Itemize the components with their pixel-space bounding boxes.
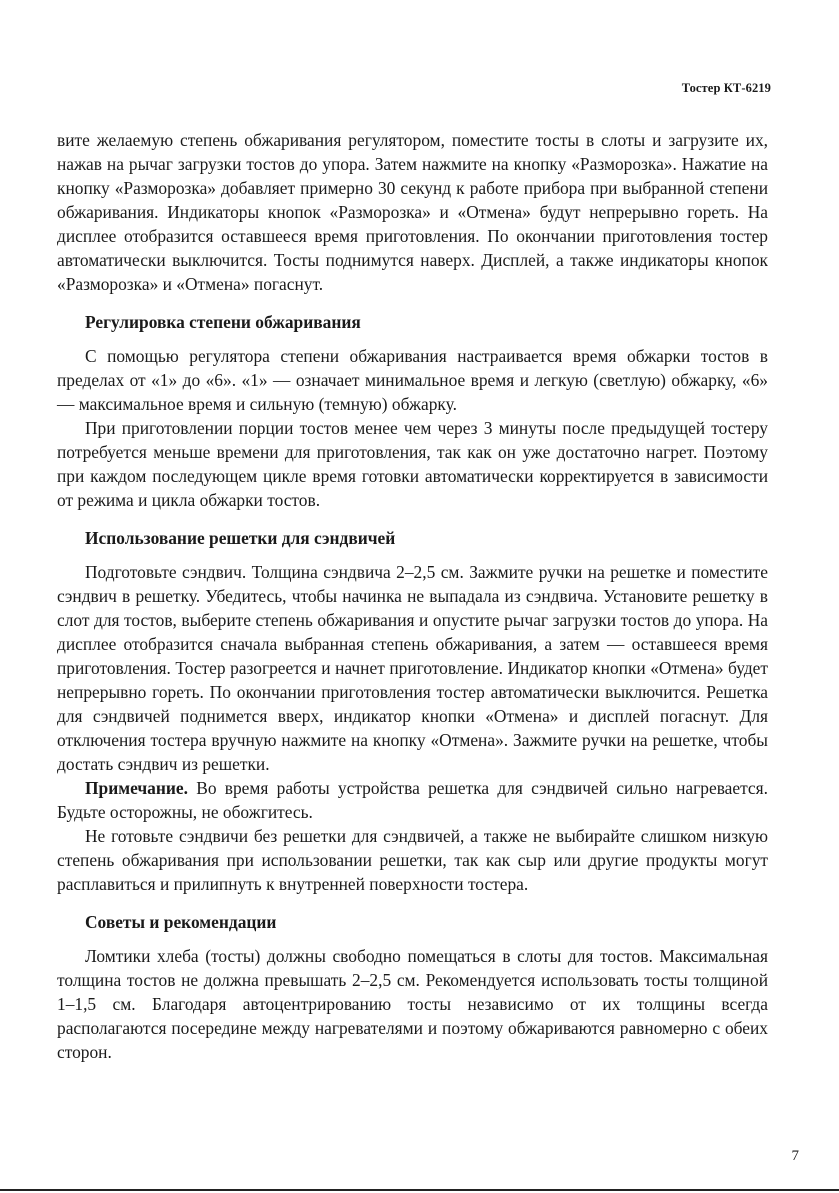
section-heading-tips: Советы и рекомендации: [85, 912, 277, 932]
browning-paragraph-1: С помощью регулятора степени обжаривания настраивается время обжарки тостов в пределах от «1» до «6». «1» — означает минимальное время и легкую (светлую) обжарку, «6» — максимальное время и сильную (темную) обжарку.: [57, 346, 768, 414]
section-heading-sandwich: Использование решетки для сэндвичей: [85, 528, 396, 548]
tips-paragraph-1: Ломтики хлеба (тосты) должны свободно помещаться в слоты для тостов. Максимальная толщина тостов не должна превышать 2–2,5 см. Рекомендуется использовать тосты толщиной 1–1,5 см. Благодаря автоцентрированию тосты независимо от их толщины всегда располагаются посередине между нагревателями и поэтому обжариваются равномерно с обеих сторон.: [57, 946, 768, 1062]
running-header: Тостер КТ-6219: [681, 81, 771, 95]
page-body: [57, 128, 768, 1064]
section-heading-browning: Регулировка степени обжаривания: [85, 312, 361, 332]
page-number: 7: [791, 1148, 799, 1164]
note-text: Во время работы устройства решетка для сэндвичей сильно нагревается. Будьте осторожны, не обожгитесь.: [57, 778, 768, 822]
browning-paragraph-2: При приготовлении порции тостов менее чем через 3 минуты после предыдущей тостеру потребуется меньше времени для приготовления, так как он уже достаточно нагрет. Поэтому при каждом последующем цикле время готовки автоматически корректируется в зависимости от режима и цикла обжарки тостов.: [57, 418, 768, 510]
sandwich-note-paragraph: [57, 776, 768, 824]
bottom-rule: [0, 1189, 839, 1191]
sandwich-paragraph-1: Подготовьте сэндвич. Толщина сэндвича 2–2,5 см. Зажмите ручки на решетке и поместите сэндвич в решетку. Убедитесь, чтобы начинка не выпадала из сэндвича. Установите решетку в слот для тостов, выберите степень обжаривания и опустите рычаг загрузки тостов до упора. На дисплее отобразится сначала выбранная степень обжаривания, а затем — оставшееся время приготовления. Тостер разогреется и начнет приготовление. Индикатор кнопки «Отмена» будет непрерывно гореть. По окончании приготовления тостер автоматически выключится. Решетка для сэндвичей поднимется вверх, индикатор кнопки «Отмена» и дисплей погаснут. Для отключения тостера вручную нажмите на кнопку «Отмена». Зажмите ручки на решетке, чтобы достать сэндвич из решетки.: [57, 562, 768, 774]
sandwich-paragraph-3: Не готовьте сэндвичи без решетки для сэндвичей, а также не выбирайте слишком низкую степень обжаривания при использовании решетки, так как сыр или другие продукты могут расплавиться и прилипнуть к внутренней поверхности тостера.: [57, 826, 768, 894]
note-label: Примечание.: [85, 778, 188, 798]
intro-paragraph: вите желаемую степень обжаривания регулятором, поместите тосты в слоты и загрузите их, нажав на рычаг загрузки тостов до упора. Затем нажмите на кнопку «Разморозка». Нажатие на кнопку «Разморозка» добавляет примерно 30 секунд к работе прибора при выбранной степени обжаривания. Индикаторы кнопок «Разморозка» и «Отмена» будут непрерывно гореть. На дисплее отобразится оставшееся время приготовления. По окончании приготовления тостер автоматически выключится. Тосты поднимутся наверх. Дисплей, а также индикаторы кнопок «Разморозка» и «Отмена» погаснут.: [57, 130, 768, 294]
